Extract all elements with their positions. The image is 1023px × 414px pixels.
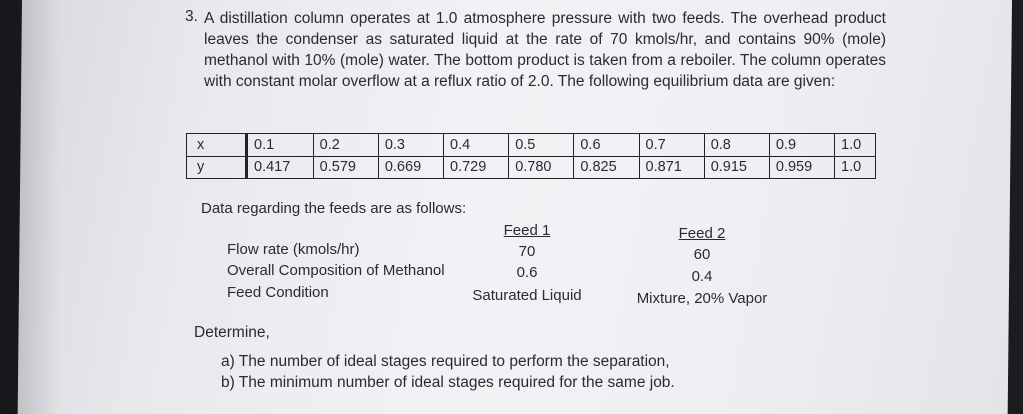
- feed-row-label: Overall Composition of Methanol: [227, 262, 445, 279]
- question-number: 3.: [185, 8, 198, 25]
- y-value-cell: 0.825: [574, 156, 639, 179]
- feeds-intro: Data regarding the feeds are as follows:: [201, 200, 467, 217]
- feed2-value: Mixture, 20% Vapor: [636, 290, 768, 307]
- y-value-cell: 0.579: [313, 156, 378, 179]
- feed1-header: Feed 1: [503, 222, 551, 239]
- feed2-value: 0.4: [691, 268, 713, 285]
- x-value-cell: 0.6: [574, 134, 639, 157]
- determine-heading: Determine,: [194, 324, 270, 341]
- y-value-cell: 0.669: [378, 156, 443, 179]
- x-value-cell: 1.0: [835, 134, 876, 157]
- question-a: a) The number of ideal stages required to perform the separation,: [221, 353, 670, 370]
- y-value-cell: 0.959: [769, 156, 834, 179]
- y-value-cell: 1.0: [835, 156, 876, 179]
- feed-row-label: Feed Condition: [227, 284, 329, 301]
- y-value-cell: 0.780: [509, 156, 574, 179]
- y-value-cell: 0.417: [247, 156, 314, 179]
- x-value-cell: 0.8: [704, 134, 769, 157]
- feed1-value: 70: [518, 243, 536, 260]
- x-value-cell: 0.1: [247, 134, 314, 157]
- x-value-cell: 0.2: [313, 134, 378, 157]
- x-value-cell: 0.9: [769, 134, 834, 157]
- x-value-cell: 0.5: [509, 134, 574, 157]
- x-value-cell: 0.7: [639, 134, 704, 157]
- row-label-y: y: [187, 156, 247, 179]
- y-value-cell: 0.915: [704, 156, 769, 179]
- feed1-value: Saturated Liquid: [472, 287, 582, 304]
- feed2-header: Feed 2: [678, 225, 726, 242]
- question-b: b) The minimum number of ideal stages required for the same job.: [221, 374, 675, 391]
- feed1-value: 0.6: [516, 264, 538, 281]
- x-value-cell: 0.3: [378, 134, 443, 157]
- table-row-y: [187, 156, 876, 179]
- problem-statement: A distillation column operates at 1.0 atmosphere pressure with two feeds. The overhead product leaves the condenser as saturated liquid at the rate of 70 kmols/hr, and contains 90% (mole) methanol with 10% (mole) water. The bottom product is taken from a reboiler. The column operates with constant molar overflow at a reflux ratio of 2.0. The following equilibrium data are given:: [204, 10, 886, 90]
- feed-row-label: Flow rate (kmols/hr): [227, 241, 360, 258]
- table-row-x: [187, 134, 876, 157]
- y-value-cell: 0.729: [444, 156, 509, 179]
- equilibrium-data-table: [186, 133, 876, 179]
- x-value-cell: 0.4: [444, 134, 509, 157]
- row-label-x: x: [187, 134, 247, 157]
- y-value-cell: 0.871: [639, 156, 704, 179]
- feed2-value: 60: [693, 246, 711, 263]
